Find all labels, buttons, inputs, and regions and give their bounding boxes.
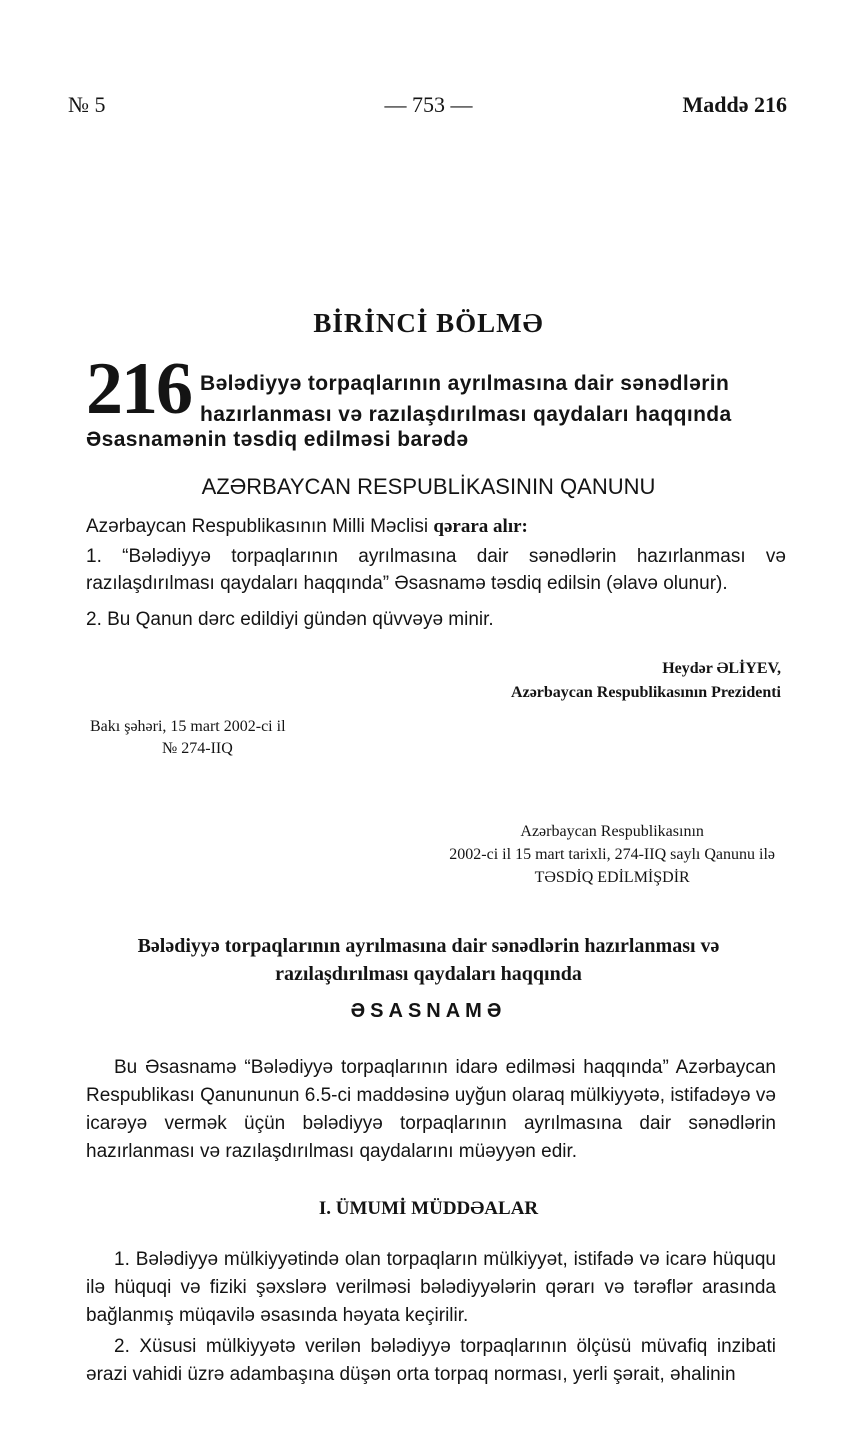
law-registration-number: № 274-IIQ	[162, 740, 233, 757]
decision-intro	[86, 516, 528, 538]
annex-title-line-1: Bələdiyyə torpaqlarının ayrılmasına dair sənədlərin hazırlanması və	[137, 935, 720, 957]
article-number: Maddə 216	[682, 92, 787, 117]
signatory-name: Heydər ƏLİYEV,	[662, 660, 781, 677]
approval-line-2: 2002-ci il 15 mart tarixli, 274-IIQ saylı Qanunu ilə	[449, 846, 775, 863]
place-date: Bakı şəhəri, 15 mart 2002-ci il	[90, 718, 286, 735]
decision-clause-1: 1. “Bələdiyyə torpaqlarının ayrılmasına dair sənədlərin hazırlanması və razılaşdırılması qaydaları haqqında” Əsasnamə təsdiq edilsin (əlavə olunur).	[86, 546, 786, 594]
law-title-line-1: Bələdiyyə torpaqlarının ayrılmasına dair sənədlərin	[200, 372, 730, 395]
annex-preamble: Bu Əsasnamə “Bələdiyyə torpaqlarının idarə edilməsi haqqında” Azərbaycan Respublikası Qanununun 6.5-ci maddəsinə uyğun olaraq mülkiyyətə, istifadəyə və icarəyə vermək üçün bələdiyyə torpaqlarının ayrılmasına dair sənədlərin hazırlanması və razılaşdırılması qaydalarını müəyyən edir.	[86, 1057, 776, 1162]
place-date-block	[90, 716, 286, 760]
decision-intro-text: Azərbaycan Respublikasının Milli Məclisi	[86, 516, 434, 537]
law-number: 216	[86, 348, 191, 430]
page-number: — 753 —	[384, 92, 473, 117]
approval-line-3: TƏSDİQ EDİLMİŞDİR	[534, 869, 690, 886]
annex-title-line-2: razılaşdırılması qaydaları haqqında	[275, 963, 582, 985]
article-1: 1. Bələdiyyə mülkiyyətində olan torpaqların mülkiyyət, istifadə və icarə hüququ ilə hüquqi və fiziki şəxslərə verilməsi bələdiyyələrin qərarı və tərəflər arasında bağlanmış müqavilə əsasında həyata keçirilir.	[86, 1249, 776, 1326]
decision-clause-2: 2. Bu Qanun dərc edildiyi gündən qüvvəyə minir.	[86, 609, 494, 630]
law-type: AZƏRBAYCAN RESPUBLİKASININ QANUNU	[201, 474, 656, 499]
approval-stamp	[449, 820, 775, 889]
issue-number: № 5	[68, 92, 106, 117]
annex-title	[0, 932, 857, 988]
law-title-line-3: Əsasnamənin təsdiq edilməsi barədə	[86, 428, 469, 451]
article-2: 2. Xüsusi mülkiyyətə verilən bələdiyyə torpaqlarının ölçüsü müvafiq inzibati ərazi vahidi üzrə adambaşına düşən orta torpaq norması, yerli şərait, əhalinin	[86, 1336, 776, 1385]
chapter-heading: I. ÜMUMİ MÜDDƏALAR	[318, 1198, 539, 1219]
section-title: BİRİNCİ BÖLMƏ	[313, 308, 544, 338]
approval-line-1: Azərbaycan Respublikasının	[520, 823, 704, 840]
decision-intro-bold: qərara alır:	[433, 516, 528, 537]
law-title-line-2: hazırlanması və razılaşdırılması qaydaları haqqında	[200, 403, 732, 426]
annex-kind: ƏSASNAMƏ	[350, 1000, 507, 1022]
signatory-title: Azərbaycan Respublikasının Prezidenti	[511, 684, 781, 701]
